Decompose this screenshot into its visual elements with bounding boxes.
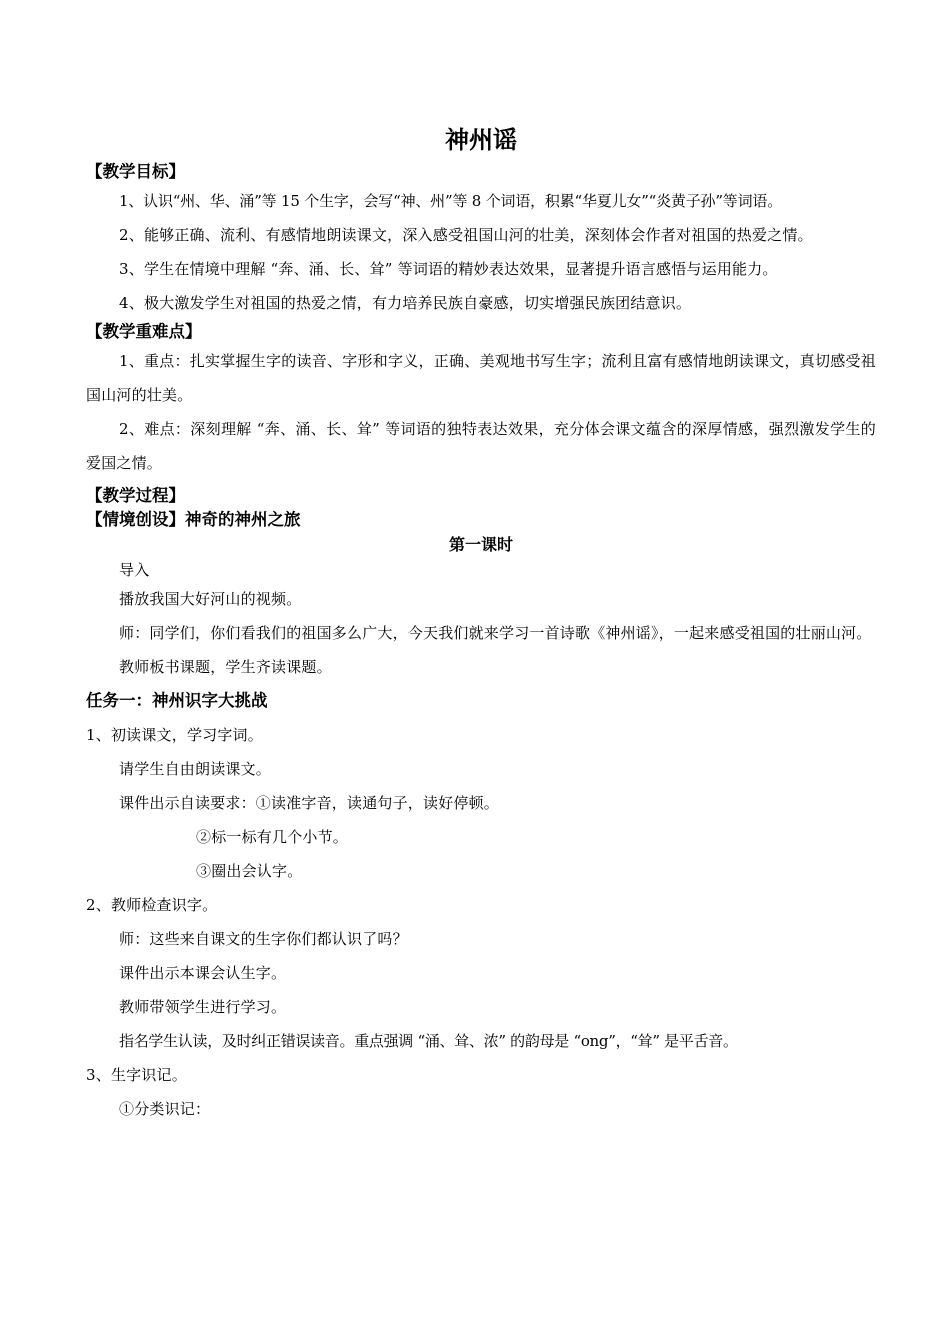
intro-line: 教师板书课题，学生齐读课题。 [119, 658, 332, 676]
step1-item: 课件出示自读要求：①读准字音，读通句子，读好停顿。 [119, 794, 500, 812]
objective-item: 2、能够正确、流利、有感情地朗读课文，深入感受祖国山河的壮美，深刻体会作者对祖国的热爱之情。 [119, 226, 813, 244]
process-heading: 【教学过程】 [86, 486, 185, 505]
step1-item: 请学生自由朗读课文。 [119, 760, 272, 778]
step1-subitem: ③圈出会认字。 [196, 862, 303, 880]
step2-item: 教师带领学生进行学习。 [119, 998, 287, 1016]
step2-item: 师：这些来自课文的生字你们都认识了吗？ [119, 930, 408, 948]
step2-label: 2、教师检查识字。 [86, 896, 218, 914]
objectives-heading: 【教学目标】 [86, 162, 185, 181]
objective-item: 3、学生在情境中理解 “奔、涌、长、耸” 等词语的精妙表达效果，显著提升语言感悟与运用能力。 [119, 260, 778, 278]
objective-item: 4、极大激发学生对祖国的热爱之情，有力培养民族自豪感，切实增强民族团结意识。 [119, 294, 692, 312]
intro-line: 师：同学们，你们看我们的祖国多么广大，今天我们就来学习一首诗歌《神州谣》，一起来感受祖国的壮丽山河。 [119, 624, 872, 642]
document-title: 神州谣 [445, 126, 517, 154]
keypoint-item: 1、重点：扎实掌握生字的读音、字形和字义，正确、美观地书写生字；流利且富有感情地朗读课文，真切感受祖国山河的壮美。 [86, 352, 876, 404]
step1-label: 1、初读课文，学习字词。 [86, 726, 263, 744]
scenario-heading: 【情境创设】神奇的神州之旅 [86, 510, 301, 529]
task1-heading: 任务一：神州识字大挑战 [86, 691, 268, 710]
intro-line: 播放我国大好河山的视频。 [119, 590, 302, 608]
lesson-label: 第一课时 [448, 535, 513, 554]
keypoint-item: 2、难点：深刻理解 “奔、涌、长、耸” 等词语的独特表达效果，充分体会课文蕴含的深厚情感，强烈激发学生的爱国之情。 [86, 420, 876, 472]
step3-item: ①分类识记： [119, 1100, 211, 1118]
step3-label: 3、生字识记。 [86, 1066, 187, 1084]
keypoints-heading: 【教学重难点】 [86, 322, 202, 341]
step1-subitem: ②标一标有几个小节。 [196, 828, 349, 846]
document-page [86, 120, 876, 1126]
intro-line: 导入 [119, 561, 150, 579]
step2-item: 指名学生认读，及时纠正错误读音。重点强调 “涌、耸、浓” 的韵母是 “ong”，“耸” 是平舌音。 [119, 1032, 738, 1050]
objective-item: 1、认识“州、华、涌”等 15 个生字，会写“神、州”等 8 个词语，积累“华夏儿女”“炎黄子孙”等词语。 [119, 192, 782, 210]
step2-item: 课件出示本课会认生字。 [119, 964, 287, 982]
